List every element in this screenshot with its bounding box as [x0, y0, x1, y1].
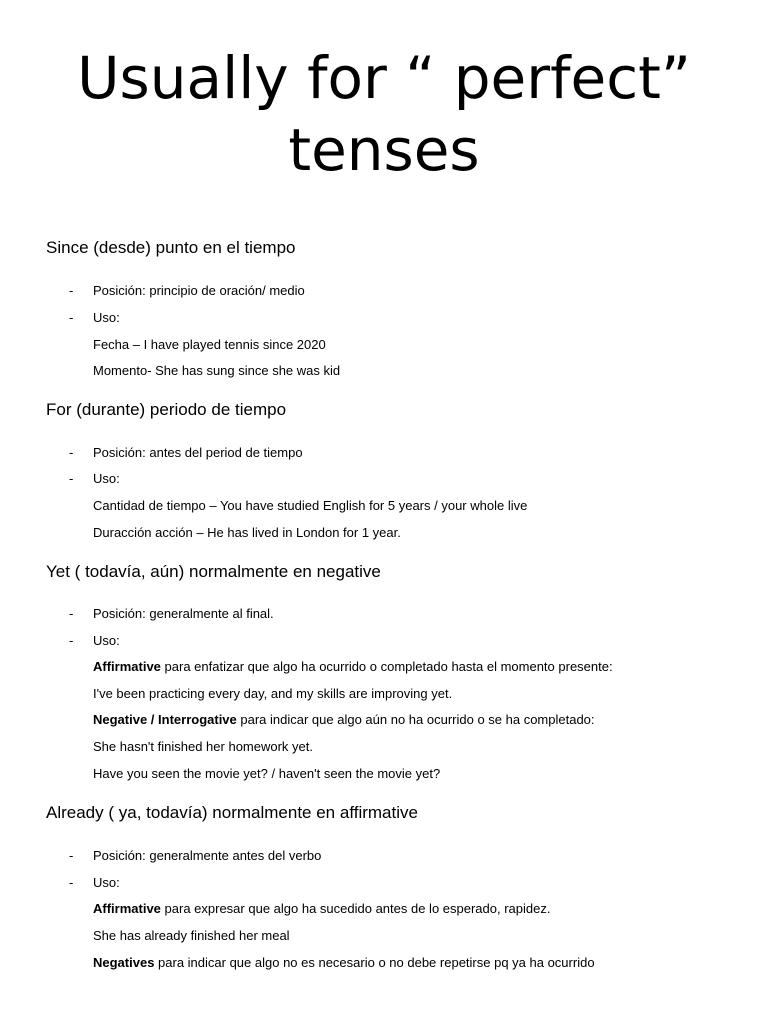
section-heading-yet: Yet ( todavía, aún) normalmente en negative [46, 562, 381, 581]
bullet-dash: - [69, 875, 74, 890]
bullet-dash: - [69, 633, 74, 648]
bullet-dash: - [69, 310, 74, 325]
rule-line [93, 659, 613, 674]
example-line: I've been practicing every day, and my skills are improving yet. [93, 686, 453, 701]
rule-label: Negative / Interrogative [93, 712, 237, 727]
section-heading-since: Since (desde) punto en el tiempo [46, 238, 296, 257]
document-title [0, 42, 768, 186]
example-line: Momento- She has sung since she was kid [93, 363, 341, 378]
bullet-item: Uso: [93, 633, 120, 648]
bullet-dash: - [69, 445, 74, 460]
bullet-item: Posición: antes del period de tiempo [93, 445, 303, 460]
rule-label: Affirmative [93, 659, 161, 674]
rule-label: Affirmative [93, 901, 161, 916]
example-line: Duracción acción – He has lived in London for 1 year. [93, 525, 401, 540]
bullet-dash: - [69, 606, 74, 621]
rule-text: para enfatizar que algo ha ocurrido o completado hasta el momento presente: [160, 659, 613, 674]
bullet-item: Uso: [93, 875, 120, 890]
example-line: Have you seen the movie yet? / haven't seen the movie yet? [93, 766, 441, 781]
rule-line [93, 955, 595, 970]
bullet-dash: - [69, 848, 74, 863]
bullet-item: Posición: generalmente antes del verbo [93, 848, 322, 863]
section-heading-for: For (durante) periodo de tiempo [46, 400, 287, 419]
section-heading-already: Already ( ya, todavía) normalmente en affirmative [46, 803, 418, 822]
bullet-item: Uso: [93, 310, 120, 325]
bullet-dash: - [69, 283, 74, 298]
example-line: She has already finished her meal [93, 928, 290, 943]
bullet-item: Posición: principio de oración/ medio [93, 283, 305, 298]
rule-label: Negatives [93, 955, 155, 970]
rule-line [93, 712, 595, 727]
rule-text: para indicar que algo no es necesario o no debe repetirse pq ya ha ocurrido [154, 955, 595, 970]
example-line: Cantidad de tiempo – You have studied English for 5 years / your whole live [93, 498, 528, 513]
example-line: She hasn't finished her homework yet. [93, 739, 313, 754]
example-line: Fecha – I have played tennis since 2020 [93, 337, 326, 352]
bullet-item: Uso: [93, 471, 120, 486]
rule-line [93, 901, 550, 916]
bullet-dash: - [69, 471, 74, 486]
title-line-1: Usually for “ perfect” [77, 44, 691, 112]
title-line-2: tenses [288, 116, 480, 184]
bullet-item: Posición: generalmente al final. [93, 606, 274, 621]
rule-text: para indicar que algo aún no ha ocurrido o se ha completado: [236, 712, 595, 727]
rule-text: para expresar que algo ha sucedido antes de lo esperado, rapidez. [160, 901, 551, 916]
